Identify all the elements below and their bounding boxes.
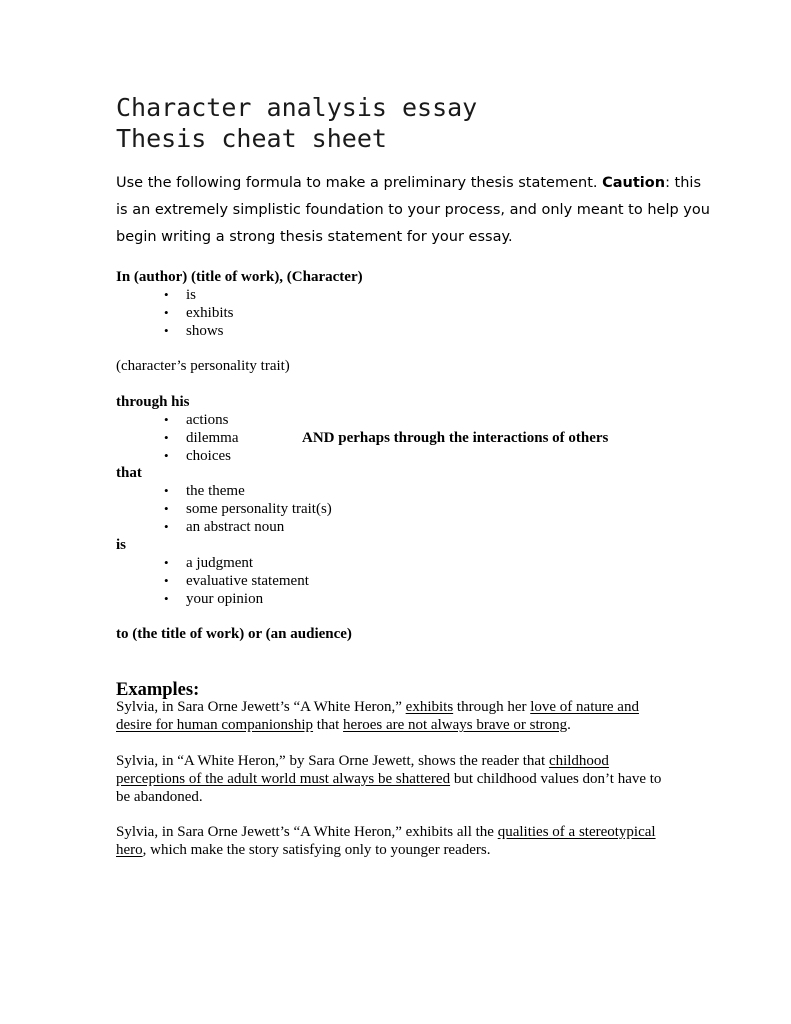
list-item: • is [164, 286, 234, 304]
list-item: • an abstract noun [164, 518, 332, 536]
page-title [116, 92, 477, 154]
list-item: • your opinion [164, 590, 309, 608]
list-item: • exhibits [164, 304, 234, 322]
example-3: Sylvia, in Sara Orne Jewett’s “A White Heron,” exhibits all the qualities of a stereotypical hero, which make the story satisfying only to younger readers. [116, 824, 656, 858]
is-label: is [116, 537, 127, 553]
examples-heading: Examples: [116, 680, 200, 700]
title-line-1: Character analysis essay [116, 93, 478, 122]
list-item: • actions [164, 411, 239, 429]
intro-text: Use the following formula to make a preliminary thesis statement. [116, 175, 603, 191]
trait-line: (character’s personality trait) [116, 358, 290, 374]
list-item: • dilemma [164, 429, 239, 447]
is-list [164, 554, 309, 608]
intro-text-rest: : this is an extremely simplistic foundation to your process, and only meant to help you begin writing a strong thesis statement for your essay. [116, 175, 710, 245]
intro-paragraph [116, 170, 716, 251]
title-line-2: Thesis cheat sheet [116, 124, 387, 153]
interactions-note: AND perhaps through the interactions of others [302, 430, 609, 446]
to-line: to (the title of work) or (an audience) [116, 626, 352, 642]
that-label: that [116, 465, 142, 481]
list-item: • the theme [164, 482, 332, 500]
means-list [164, 411, 239, 465]
through-line: through his [116, 394, 190, 410]
list-item: • choices [164, 447, 239, 465]
example-2: Sylvia, in “A White Heron,” by Sara Orne Jewett, shows the reader that childhood perceptions of the adult world must always be shattered but childhood values don’t have to be abandoned. [116, 753, 662, 805]
formula-line-1: In (author) (title of work), (Character) [116, 269, 363, 285]
list-item: • a judgment [164, 554, 309, 572]
that-list [164, 482, 332, 536]
caution-label: Caution [602, 175, 666, 191]
list-item: • shows [164, 322, 234, 340]
verb-list [164, 286, 234, 340]
example-1: Sylvia, in Sara Orne Jewett’s “A White Heron,” exhibits through her love of nature and desire for human companionship that heroes are not always brave or strong. [116, 699, 639, 733]
list-item: • some personality trait(s) [164, 500, 332, 518]
list-item: • evaluative statement [164, 572, 309, 590]
